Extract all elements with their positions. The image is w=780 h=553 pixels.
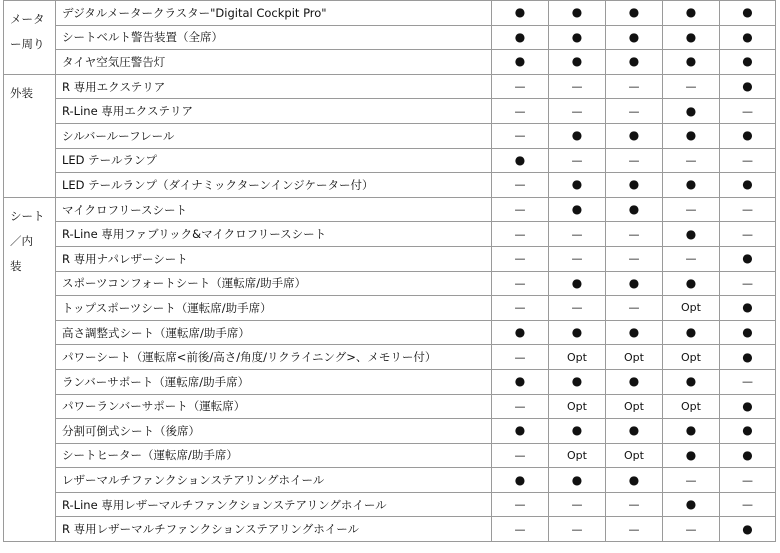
standard-dot <box>720 173 776 198</box>
not-available-dash-text: — <box>628 252 640 266</box>
table-row <box>4 443 776 468</box>
not-available-dash-text: — <box>514 80 526 94</box>
feature-label: パワーランバーサポート（運転席） <box>56 394 492 419</box>
standard-dot-text: ● <box>742 521 753 536</box>
table-row <box>4 173 776 198</box>
not-available-dash-text: — <box>514 350 526 364</box>
table-row <box>4 271 776 296</box>
feature-label: シートヒーター（運転席/助手席） <box>56 443 492 468</box>
not-available-dash-text: — <box>628 80 640 94</box>
equipment-spec-table <box>3 0 776 542</box>
not-available-dash <box>492 296 549 321</box>
standard-dot <box>492 1 549 26</box>
standard-dot <box>492 50 549 75</box>
not-available-dash-text: — <box>571 301 583 315</box>
standard-dot <box>492 468 549 493</box>
not-available-dash-text: — <box>685 252 697 266</box>
feature-label: R 専用レザーマルチファンクションステアリングホイール <box>56 517 492 542</box>
standard-dot <box>720 123 776 148</box>
not-available-dash-text: — <box>514 276 526 290</box>
option-mark-text: Opt <box>567 399 587 413</box>
table-row <box>4 50 776 75</box>
not-available-dash <box>663 468 720 493</box>
feature-label: パワーシート（運転席<前後/高さ/角度/リクライニング>、メモリー付） <box>56 345 492 370</box>
standard-dot-text: ● <box>685 447 697 462</box>
standard-dot-text: ● <box>742 29 753 44</box>
standard-dot-text: ● <box>685 275 697 290</box>
standard-dot-text: ● <box>571 275 583 290</box>
table-row <box>4 1 776 26</box>
not-available-dash <box>720 148 776 173</box>
standard-dot-text: ● <box>685 5 697 20</box>
feature-label: 分割可倒式シート（後席） <box>56 419 492 444</box>
standard-dot <box>720 443 776 468</box>
standard-dot-text: ● <box>514 325 526 340</box>
not-available-dash <box>492 74 549 99</box>
feature-label: 高さ調整式シート（運転席/助手席） <box>56 320 492 345</box>
not-available-dash <box>549 74 606 99</box>
not-available-dash <box>492 99 549 124</box>
standard-dot <box>663 443 720 468</box>
standard-dot-text: ● <box>514 152 526 167</box>
standard-dot-text: ● <box>685 497 697 512</box>
standard-dot-text: ● <box>742 251 753 266</box>
not-available-dash <box>606 492 663 517</box>
standard-dot <box>720 1 776 26</box>
standard-dot <box>606 50 663 75</box>
category-label-line: メータ <box>10 12 45 26</box>
option-mark <box>606 345 663 370</box>
standard-dot-text: ● <box>571 325 583 340</box>
standard-dot <box>663 222 720 247</box>
table-row <box>4 222 776 247</box>
standard-dot-text: ● <box>628 325 640 340</box>
standard-dot-text: ● <box>571 29 583 44</box>
category-cell <box>4 74 56 197</box>
standard-dot <box>720 25 776 50</box>
standard-dot-text: ● <box>571 5 583 20</box>
table-row <box>4 123 776 148</box>
standard-dot-text: ● <box>685 374 697 389</box>
not-available-dash <box>492 173 549 198</box>
not-available-dash-text: — <box>685 80 697 94</box>
standard-dot-text: ● <box>628 54 640 69</box>
table-row <box>4 468 776 493</box>
table-row <box>4 492 776 517</box>
standard-dot-text: ● <box>742 300 753 315</box>
not-available-dash <box>492 271 549 296</box>
standard-dot <box>720 419 776 444</box>
feature-label: レザーマルチファンクションステアリングホイール <box>56 468 492 493</box>
not-available-dash <box>720 369 776 394</box>
feature-label: デジタルメータークラスター"Digital Cockpit Pro" <box>56 1 492 26</box>
category-cell <box>4 1 56 75</box>
not-available-dash <box>663 197 720 222</box>
option-mark-text: Opt <box>624 350 644 364</box>
not-available-dash-text: — <box>514 104 526 118</box>
standard-dot <box>492 419 549 444</box>
category-label-line: シート <box>10 208 45 223</box>
option-mark-text: Opt <box>624 448 644 462</box>
standard-dot <box>549 50 606 75</box>
standard-dot-text: ● <box>628 374 640 389</box>
not-available-dash <box>663 74 720 99</box>
standard-dot <box>549 369 606 394</box>
option-mark-text: Opt <box>681 301 701 315</box>
not-available-dash-text: — <box>742 375 753 389</box>
feature-label: LED テールランプ（ダイナミックターンインジケーター付） <box>56 173 492 198</box>
standard-dot <box>663 369 720 394</box>
standard-dot-text: ● <box>628 202 640 217</box>
standard-dot-text: ● <box>742 177 753 192</box>
standard-dot <box>720 394 776 419</box>
table-row <box>4 394 776 419</box>
standard-dot <box>549 1 606 26</box>
standard-dot-text: ● <box>571 128 583 143</box>
table-row <box>4 246 776 271</box>
not-available-dash-text: — <box>571 80 583 94</box>
standard-dot-text: ● <box>628 29 640 44</box>
not-available-dash <box>663 517 720 542</box>
table-row <box>4 345 776 370</box>
not-available-dash <box>720 197 776 222</box>
standard-dot <box>549 173 606 198</box>
standard-dot-text: ● <box>685 325 697 340</box>
not-available-dash <box>720 222 776 247</box>
not-available-dash <box>606 99 663 124</box>
not-available-dash <box>549 492 606 517</box>
category-label-line: 装 <box>10 258 22 273</box>
standard-dot <box>720 246 776 271</box>
standard-dot <box>606 468 663 493</box>
not-available-dash <box>606 517 663 542</box>
option-mark <box>549 443 606 468</box>
standard-dot-text: ● <box>742 325 753 340</box>
standard-dot <box>549 25 606 50</box>
not-available-dash <box>720 271 776 296</box>
not-available-dash <box>720 492 776 517</box>
not-available-dash-text: — <box>742 104 753 118</box>
option-mark <box>663 296 720 321</box>
table-row <box>4 369 776 394</box>
standard-dot <box>549 419 606 444</box>
not-available-dash <box>492 443 549 468</box>
not-available-dash <box>549 222 606 247</box>
not-available-dash-text: — <box>742 498 753 512</box>
feature-label: スポーツコンフォートシート（運転席/助手席） <box>56 271 492 296</box>
standard-dot <box>606 123 663 148</box>
standard-dot-text: ● <box>685 54 697 69</box>
standard-dot <box>549 197 606 222</box>
not-available-dash-text: — <box>514 129 526 143</box>
not-available-dash <box>549 148 606 173</box>
standard-dot-text: ● <box>685 423 697 438</box>
not-available-dash <box>606 222 663 247</box>
not-available-dash-text: — <box>685 153 697 167</box>
standard-dot <box>606 173 663 198</box>
option-mark-text: Opt <box>624 399 644 413</box>
not-available-dash <box>492 123 549 148</box>
standard-dot-text: ● <box>742 5 753 20</box>
standard-dot <box>492 320 549 345</box>
standard-dot <box>606 320 663 345</box>
standard-dot-text: ● <box>571 423 583 438</box>
not-available-dash-text: — <box>685 203 697 217</box>
not-available-dash <box>492 394 549 419</box>
not-available-dash <box>663 148 720 173</box>
standard-dot-text: ● <box>628 177 640 192</box>
standard-dot <box>663 25 720 50</box>
option-mark <box>606 394 663 419</box>
standard-dot <box>663 419 720 444</box>
standard-dot <box>720 517 776 542</box>
not-available-dash <box>606 296 663 321</box>
not-available-dash-text: — <box>628 153 640 167</box>
standard-dot-text: ● <box>571 374 583 389</box>
standard-dot <box>720 320 776 345</box>
not-available-dash-text: — <box>571 252 583 266</box>
standard-dot <box>720 296 776 321</box>
standard-dot <box>663 1 720 26</box>
feature-label: シートベルト警告装置（全席） <box>56 25 492 50</box>
category-label-line: 外装 <box>10 85 33 100</box>
standard-dot-text: ● <box>742 79 753 94</box>
category-label-line: ／内 <box>10 233 33 248</box>
standard-dot-text: ● <box>685 128 697 143</box>
feature-label: ランバーサポート（運転席/助手席） <box>56 369 492 394</box>
not-available-dash <box>492 222 549 247</box>
option-mark-text: Opt <box>681 399 701 413</box>
not-available-dash-text: — <box>571 153 583 167</box>
standard-dot-text: ● <box>628 275 640 290</box>
not-available-dash-text: — <box>742 153 753 167</box>
not-available-dash-text: — <box>514 448 526 462</box>
not-available-dash <box>720 99 776 124</box>
not-available-dash-text: — <box>514 203 526 217</box>
table-row <box>4 517 776 542</box>
not-available-dash-text: — <box>514 399 526 413</box>
standard-dot <box>663 123 720 148</box>
not-available-dash-text: — <box>514 522 526 536</box>
not-available-dash <box>549 246 606 271</box>
standard-dot <box>663 271 720 296</box>
option-mark <box>663 345 720 370</box>
feature-label: R-Line 専用エクステリア <box>56 99 492 124</box>
standard-dot-text: ● <box>628 472 640 487</box>
standard-dot-text: ● <box>685 226 697 241</box>
standard-dot <box>549 271 606 296</box>
standard-dot-text: ● <box>571 54 583 69</box>
not-available-dash <box>549 99 606 124</box>
not-available-dash <box>492 197 549 222</box>
feature-label: LED テールランプ <box>56 148 492 173</box>
standard-dot-text: ● <box>685 103 697 118</box>
feature-label: タイヤ空気圧警告灯 <box>56 50 492 75</box>
standard-dot <box>606 419 663 444</box>
standard-dot-text: ● <box>742 447 753 462</box>
table-row <box>4 74 776 99</box>
option-mark <box>549 394 606 419</box>
standard-dot-text: ● <box>514 29 526 44</box>
not-available-dash-text: — <box>742 227 753 241</box>
standard-dot <box>549 320 606 345</box>
not-available-dash-text: — <box>571 498 583 512</box>
not-available-dash <box>606 74 663 99</box>
not-available-dash <box>492 492 549 517</box>
table-row <box>4 25 776 50</box>
standard-dot <box>720 50 776 75</box>
not-available-dash-text: — <box>628 522 640 536</box>
standard-dot-text: ● <box>514 374 526 389</box>
standard-dot-text: ● <box>742 398 753 413</box>
not-available-dash <box>606 148 663 173</box>
standard-dot <box>549 468 606 493</box>
option-mark <box>663 394 720 419</box>
standard-dot-text: ● <box>514 423 526 438</box>
not-available-dash <box>549 296 606 321</box>
table-row <box>4 99 776 124</box>
standard-dot-text: ● <box>628 423 640 438</box>
not-available-dash-text: — <box>628 104 640 118</box>
not-available-dash-text: — <box>514 498 526 512</box>
not-available-dash-text: — <box>571 227 583 241</box>
standard-dot-text: ● <box>742 423 753 438</box>
standard-dot <box>492 25 549 50</box>
table-row <box>4 148 776 173</box>
not-available-dash-text: — <box>571 522 583 536</box>
standard-dot <box>663 492 720 517</box>
standard-dot <box>606 197 663 222</box>
not-available-dash-text: — <box>742 473 753 487</box>
not-available-dash-text: — <box>685 473 697 487</box>
feature-label: トップスポーツシート（運転席/助手席） <box>56 296 492 321</box>
option-mark-text: Opt <box>567 350 587 364</box>
table-row <box>4 419 776 444</box>
option-mark-text: Opt <box>681 350 701 364</box>
feature-label: R 専用エクステリア <box>56 74 492 99</box>
standard-dot-text: ● <box>514 472 526 487</box>
standard-dot <box>720 74 776 99</box>
not-available-dash-text: — <box>628 498 640 512</box>
not-available-dash-text: — <box>571 104 583 118</box>
not-available-dash-text: — <box>514 227 526 241</box>
table-row <box>4 197 776 222</box>
not-available-dash <box>720 468 776 493</box>
standard-dot-text: ● <box>571 202 583 217</box>
standard-dot <box>663 50 720 75</box>
standard-dot-text: ● <box>628 5 640 20</box>
not-available-dash-text: — <box>742 203 753 217</box>
standard-dot <box>606 1 663 26</box>
standard-dot <box>663 99 720 124</box>
standard-dot <box>720 345 776 370</box>
feature-label: R-Line 専用ファブリック&マイクロフリースシート <box>56 222 492 247</box>
standard-dot-text: ● <box>514 54 526 69</box>
option-mark <box>606 443 663 468</box>
not-available-dash <box>549 517 606 542</box>
not-available-dash <box>663 246 720 271</box>
table-row <box>4 296 776 321</box>
feature-label: R 専用ナパレザーシート <box>56 246 492 271</box>
standard-dot-text: ● <box>628 128 640 143</box>
not-available-dash-text: — <box>628 227 640 241</box>
table-row <box>4 320 776 345</box>
feature-label: R-Line 専用レザーマルチファンクションステアリングホイール <box>56 492 492 517</box>
not-available-dash-text: — <box>514 178 526 192</box>
standard-dot <box>606 369 663 394</box>
standard-dot <box>549 123 606 148</box>
feature-label: シルバールーフレール <box>56 123 492 148</box>
not-available-dash-text: — <box>514 252 526 266</box>
not-available-dash <box>606 246 663 271</box>
option-mark-text: Opt <box>567 448 587 462</box>
standard-dot-text: ● <box>742 54 753 69</box>
not-available-dash <box>492 517 549 542</box>
standard-dot <box>663 320 720 345</box>
not-available-dash-text: — <box>742 276 753 290</box>
standard-dot <box>606 271 663 296</box>
feature-label: マイクロフリースシート <box>56 197 492 222</box>
spec-table-body <box>4 1 776 542</box>
standard-dot-text: ● <box>514 5 526 20</box>
standard-dot <box>663 173 720 198</box>
standard-dot-text: ● <box>685 177 697 192</box>
standard-dot-text: ● <box>742 349 753 364</box>
not-available-dash <box>492 345 549 370</box>
not-available-dash-text: — <box>514 301 526 315</box>
not-available-dash-text: — <box>628 301 640 315</box>
standard-dot-text: ● <box>685 29 697 44</box>
standard-dot-text: ● <box>571 177 583 192</box>
standard-dot <box>492 148 549 173</box>
standard-dot-text: ● <box>571 472 583 487</box>
option-mark <box>549 345 606 370</box>
standard-dot <box>606 25 663 50</box>
standard-dot <box>492 369 549 394</box>
standard-dot-text: ● <box>742 128 753 143</box>
category-label-line: ー周り <box>10 37 45 51</box>
not-available-dash <box>492 246 549 271</box>
not-available-dash-text: — <box>685 522 697 536</box>
category-cell <box>4 197 56 541</box>
